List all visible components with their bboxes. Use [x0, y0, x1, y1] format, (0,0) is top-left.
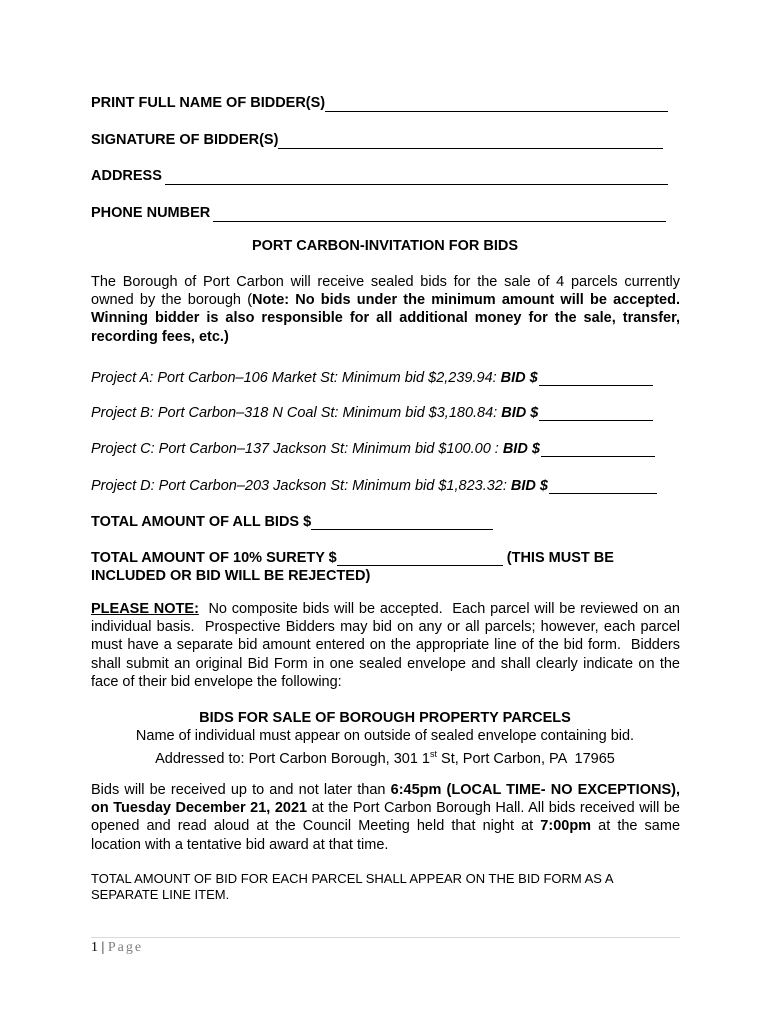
total-all-bids — [91, 510, 493, 530]
phone-field — [91, 202, 666, 222]
meeting-time: 7:00pm — [540, 818, 592, 835]
please-note-heading: PLEASE NOTE: — [91, 601, 199, 617]
project-c-bid-label: BID $ — [502, 441, 540, 457]
please-note-paragraph — [91, 600, 685, 691]
total-all-blank[interactable] — [311, 514, 493, 530]
surety-suffix: (THIS MUST BE — [502, 550, 614, 566]
footer-page-word: Page — [107, 940, 144, 955]
deadline-time: 6:45pm (LOCAL TIME- NO EXCEPTIONS), on Tuesday December 21, 2021 — [91, 782, 680, 817]
surety-line-2 — [91, 564, 370, 584]
project-b-bid-blank[interactable] — [539, 405, 653, 421]
envelope-line-1: Name of individual must appear on outside of sealed envelope containing bid. — [135, 728, 635, 745]
deadline-text-3: at the same location with a tentative bid award at that time. — [91, 818, 681, 853]
project-c-line — [91, 437, 655, 457]
address-line[interactable] — [165, 169, 668, 185]
project-d-line — [91, 474, 657, 494]
project-c-bid-blank[interactable] — [541, 441, 655, 457]
bidder-name-line[interactable] — [325, 96, 668, 112]
bidder-signature-field — [91, 129, 663, 149]
page-footer — [91, 940, 143, 956]
project-c-text: Project C: Port Carbon–137 Jackson St: Minimum bid $100.00 : — [91, 441, 499, 457]
bidder-signature-line[interactable] — [278, 133, 663, 149]
envelope-address-sup: st — [429, 749, 437, 760]
bidder-signature-label: SIGNATURE OF BIDDER(S) — [91, 132, 279, 148]
address-field — [91, 165, 668, 185]
project-a-line — [91, 366, 653, 386]
surety-label: TOTAL AMOUNT OF 10% SURETY $ — [91, 550, 337, 566]
please-note-text: No composite bids will be accepted. Each parcel will be reviewed on an individual basis. Prospective Bidders may bid on any or all parcels; however, each parcel must have a separate bid amount entered on the appropriate line of the bid form. Bidders shall submit an original Bid Form in one sealed envelope and shall clearly indicate on the face of their bid envelope the following: — [91, 601, 685, 690]
envelope-instructions — [0, 709, 770, 768]
intro-text: The Borough of Port Carbon will receive sealed bids for the sale of 4 parcels currently owned by the borough ( — [91, 274, 680, 309]
surety-line2: INCLUDED OR BID WILL BE REJECTED) — [91, 568, 371, 584]
project-a-text: Project A: Port Carbon–106 Market St: Minimum bid $2,239.94: — [91, 370, 497, 386]
footer-separator: | — [98, 940, 108, 955]
envelope-address-post: St, Port Carbon, PA 17965 — [437, 751, 615, 768]
surety-line — [91, 546, 614, 566]
envelope-line-2 — [0, 745, 770, 768]
project-d-text: Project D: Port Carbon–203 Jackson St: Minimum bid $1,823.32: — [91, 478, 507, 494]
bidder-name-label: PRINT FULL NAME OF BIDDER(S) — [91, 95, 326, 111]
envelope-address-pre: Addressed to: Port Carbon Borough, 301 1 — [155, 751, 430, 768]
intro-note: Note: No bids under the minimum amount will be accepted. Winning bidder is also responsible for all additional money for the sale, transfer, recording fees, etc.) — [91, 292, 680, 345]
project-a-bid-blank[interactable] — [539, 370, 653, 386]
project-b-line — [91, 401, 653, 421]
bidder-name-field — [91, 92, 668, 112]
deadline-text-1: Bids will be received up to and not later than — [91, 782, 391, 798]
total-all-label: TOTAL AMOUNT OF ALL BIDS $ — [91, 514, 312, 530]
project-d-bid-label: BID $ — [510, 478, 548, 494]
envelope-heading: BIDS FOR SALE OF BOROUGH PROPERTY PARCELS — [199, 710, 571, 726]
document-title: PORT CARBON-INVITATION FOR BIDS — [251, 238, 519, 254]
project-d-bid-blank[interactable] — [549, 478, 657, 494]
project-b-text: Project B: Port Carbon–318 N Coal St: Minimum bid $3,180.84: — [91, 405, 498, 421]
deadline-paragraph — [91, 781, 680, 854]
footer-divider — [91, 937, 680, 938]
address-label: ADDRESS — [91, 168, 162, 184]
phone-label: PHONE NUMBER — [91, 205, 211, 221]
project-b-bid-label: BID $ — [501, 405, 539, 421]
phone-line[interactable] — [213, 206, 666, 222]
intro-paragraph — [91, 273, 680, 346]
project-a-bid-label: BID $ — [500, 370, 538, 386]
footnote: TOTAL AMOUNT OF BID FOR EACH PARCEL SHALL APPEAR ON THE BID FORM AS A SEPARATE LINE ITEM. — [91, 871, 613, 902]
deadline-text-2: at the Port Carbon Borough Hall. All bids received will be opened and read aloud at the Council Meeting held that night at — [91, 800, 680, 835]
page-number: 1 — [91, 940, 98, 955]
